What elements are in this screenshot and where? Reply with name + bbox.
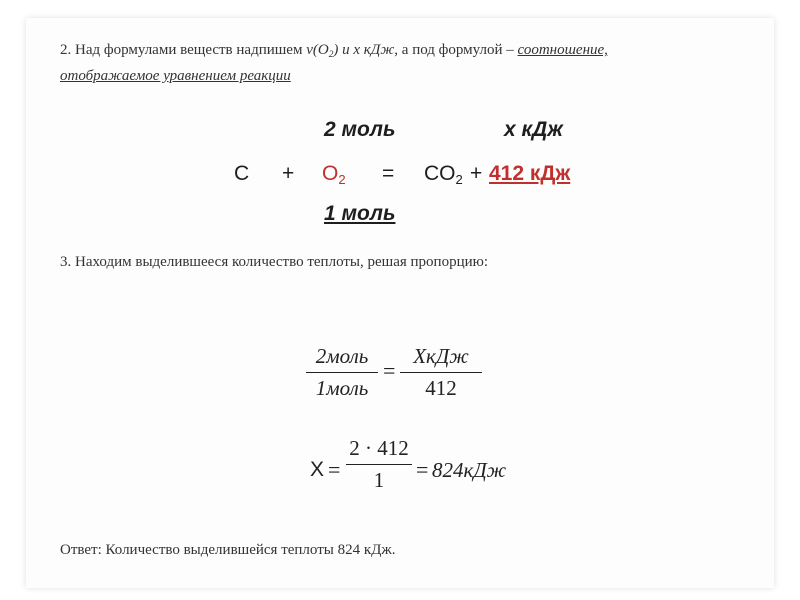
step2-nu: $\nu(O_2)$ и х кДж (306, 42, 395, 60)
step2-mid: , а под формулой – (394, 42, 518, 58)
equals-sign: = (382, 162, 395, 185)
solution-fraction (346, 436, 412, 493)
solution-equals-1: = (328, 457, 341, 482)
step3-text: 3. Находим выделившееся количество теплоты, решая пропорцию: (60, 254, 488, 270)
fraction-right (400, 344, 482, 401)
step2-line1 (60, 42, 608, 59)
fraction-right-bar (400, 372, 482, 373)
annotation-above-product: х кДж (504, 118, 563, 141)
proportion-equals: = (383, 358, 396, 383)
annotation-below-o2: 1 моль (324, 202, 396, 225)
solution-x: X (310, 458, 325, 481)
step2-line2 (60, 68, 291, 85)
fraction-left-bar (306, 372, 378, 373)
fraction-left-numerator: 2моль (315, 344, 369, 368)
solution-result: 824кДж (432, 458, 507, 482)
solution-equals-2: = (416, 457, 429, 482)
fraction-left-denominator: 1моль (315, 376, 369, 400)
formula-oxygen: $O_2$ (322, 162, 346, 187)
solution-numerator: 2 · 412 (349, 436, 409, 460)
plus-sign-2: + (470, 162, 483, 185)
step2-prefix: 2. Над формулами веществ надпишем (60, 42, 307, 58)
heat-value: 412 кДж (489, 162, 571, 185)
document-page (26, 18, 774, 588)
answer-text: Ответ: Количество выделившейся теплоты 824 кДж. (60, 542, 396, 558)
fraction-left (306, 344, 378, 401)
step2-underlined-1: соотношение, (517, 42, 608, 58)
plus-sign-1: + (282, 162, 295, 185)
solution-bar (346, 464, 412, 465)
formula-carbon: C (234, 162, 250, 185)
solution-denominator: 1 (373, 468, 385, 492)
annotation-above-o2: 2 моль (324, 118, 396, 141)
step2-underlined-2: отображаемое уравнением реакции (60, 68, 291, 84)
fraction-right-denominator: 412 (425, 376, 457, 400)
formula-co2: $CO_2$ (424, 162, 463, 187)
fraction-right-numerator: XкДж (413, 344, 469, 368)
